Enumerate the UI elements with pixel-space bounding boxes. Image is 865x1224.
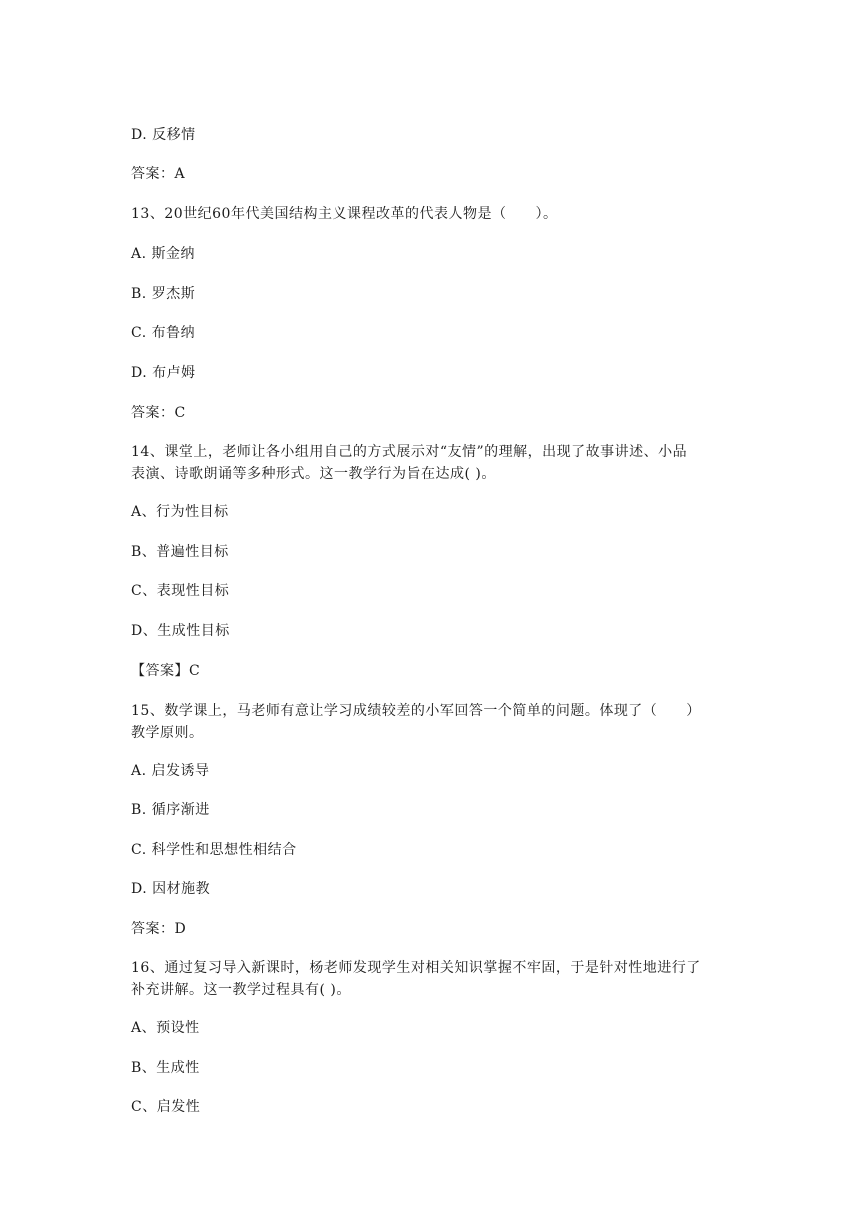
question-16-line2: 补充讲解。这一教学过程具有( )。 [131,982,351,998]
question-14-line1: 14、课堂上，老师让各小组用自己的方式展示对“友情”的理解，出现了故事讲述、小品 [131,444,688,460]
option-b-q15: B. 循序渐进 [131,802,210,818]
option-c-q16: C、启发性 [131,1099,201,1115]
option-c-q15: C. 科学性和思想性相结合 [131,842,297,858]
option-a-q13: A. 斯金纳 [131,246,196,262]
answer-q15: 答案：D [131,921,187,937]
question-15 [131,700,741,744]
option-a-q16: A、预设性 [131,1020,200,1036]
option-b-q13: B. 罗杰斯 [131,286,196,302]
question-13: 13、20世纪60年代美国结构主义课程改革的代表人物是（ ）。 [131,206,558,222]
option-d-q13: D. 布卢姆 [131,365,196,381]
option-c-q14: C、表现性目标 [131,583,230,599]
question-15-line1: 15、数学课上，马老师有意让学习成绩较差的小军回答一个简单的问题。体现了（ ） [131,703,701,719]
option-a-q14: A、行为性目标 [131,504,229,520]
option-b-q14: B、普遍性目标 [131,544,229,560]
option-d-q15: D. 因材施教 [131,881,211,897]
answer-q13: 答案：C [131,405,186,421]
option-a-q15: A. 启发诱导 [131,763,210,779]
question-16-line1: 16、通过复习导入新课时，杨老师发现学生对相关知识掌握不牢固，于是针对性地进行了 [131,960,701,976]
option-c-q13: C. 布鲁纳 [131,325,196,341]
option-d-q12: D. 反移情 [131,127,196,143]
answer-q12: 答案：A [131,166,186,182]
option-d-q14: D、生成性目标 [131,623,230,639]
answer-q14: 【答案】C [131,663,201,679]
question-14 [131,441,741,485]
option-b-q16: B、生成性 [131,1060,200,1076]
question-16 [131,957,741,1001]
question-14-line2: 表演、诗歌朗诵等多种形式。这一教学行为旨在达成( )。 [131,466,496,482]
question-15-line2: 教学原则。 [131,725,204,741]
